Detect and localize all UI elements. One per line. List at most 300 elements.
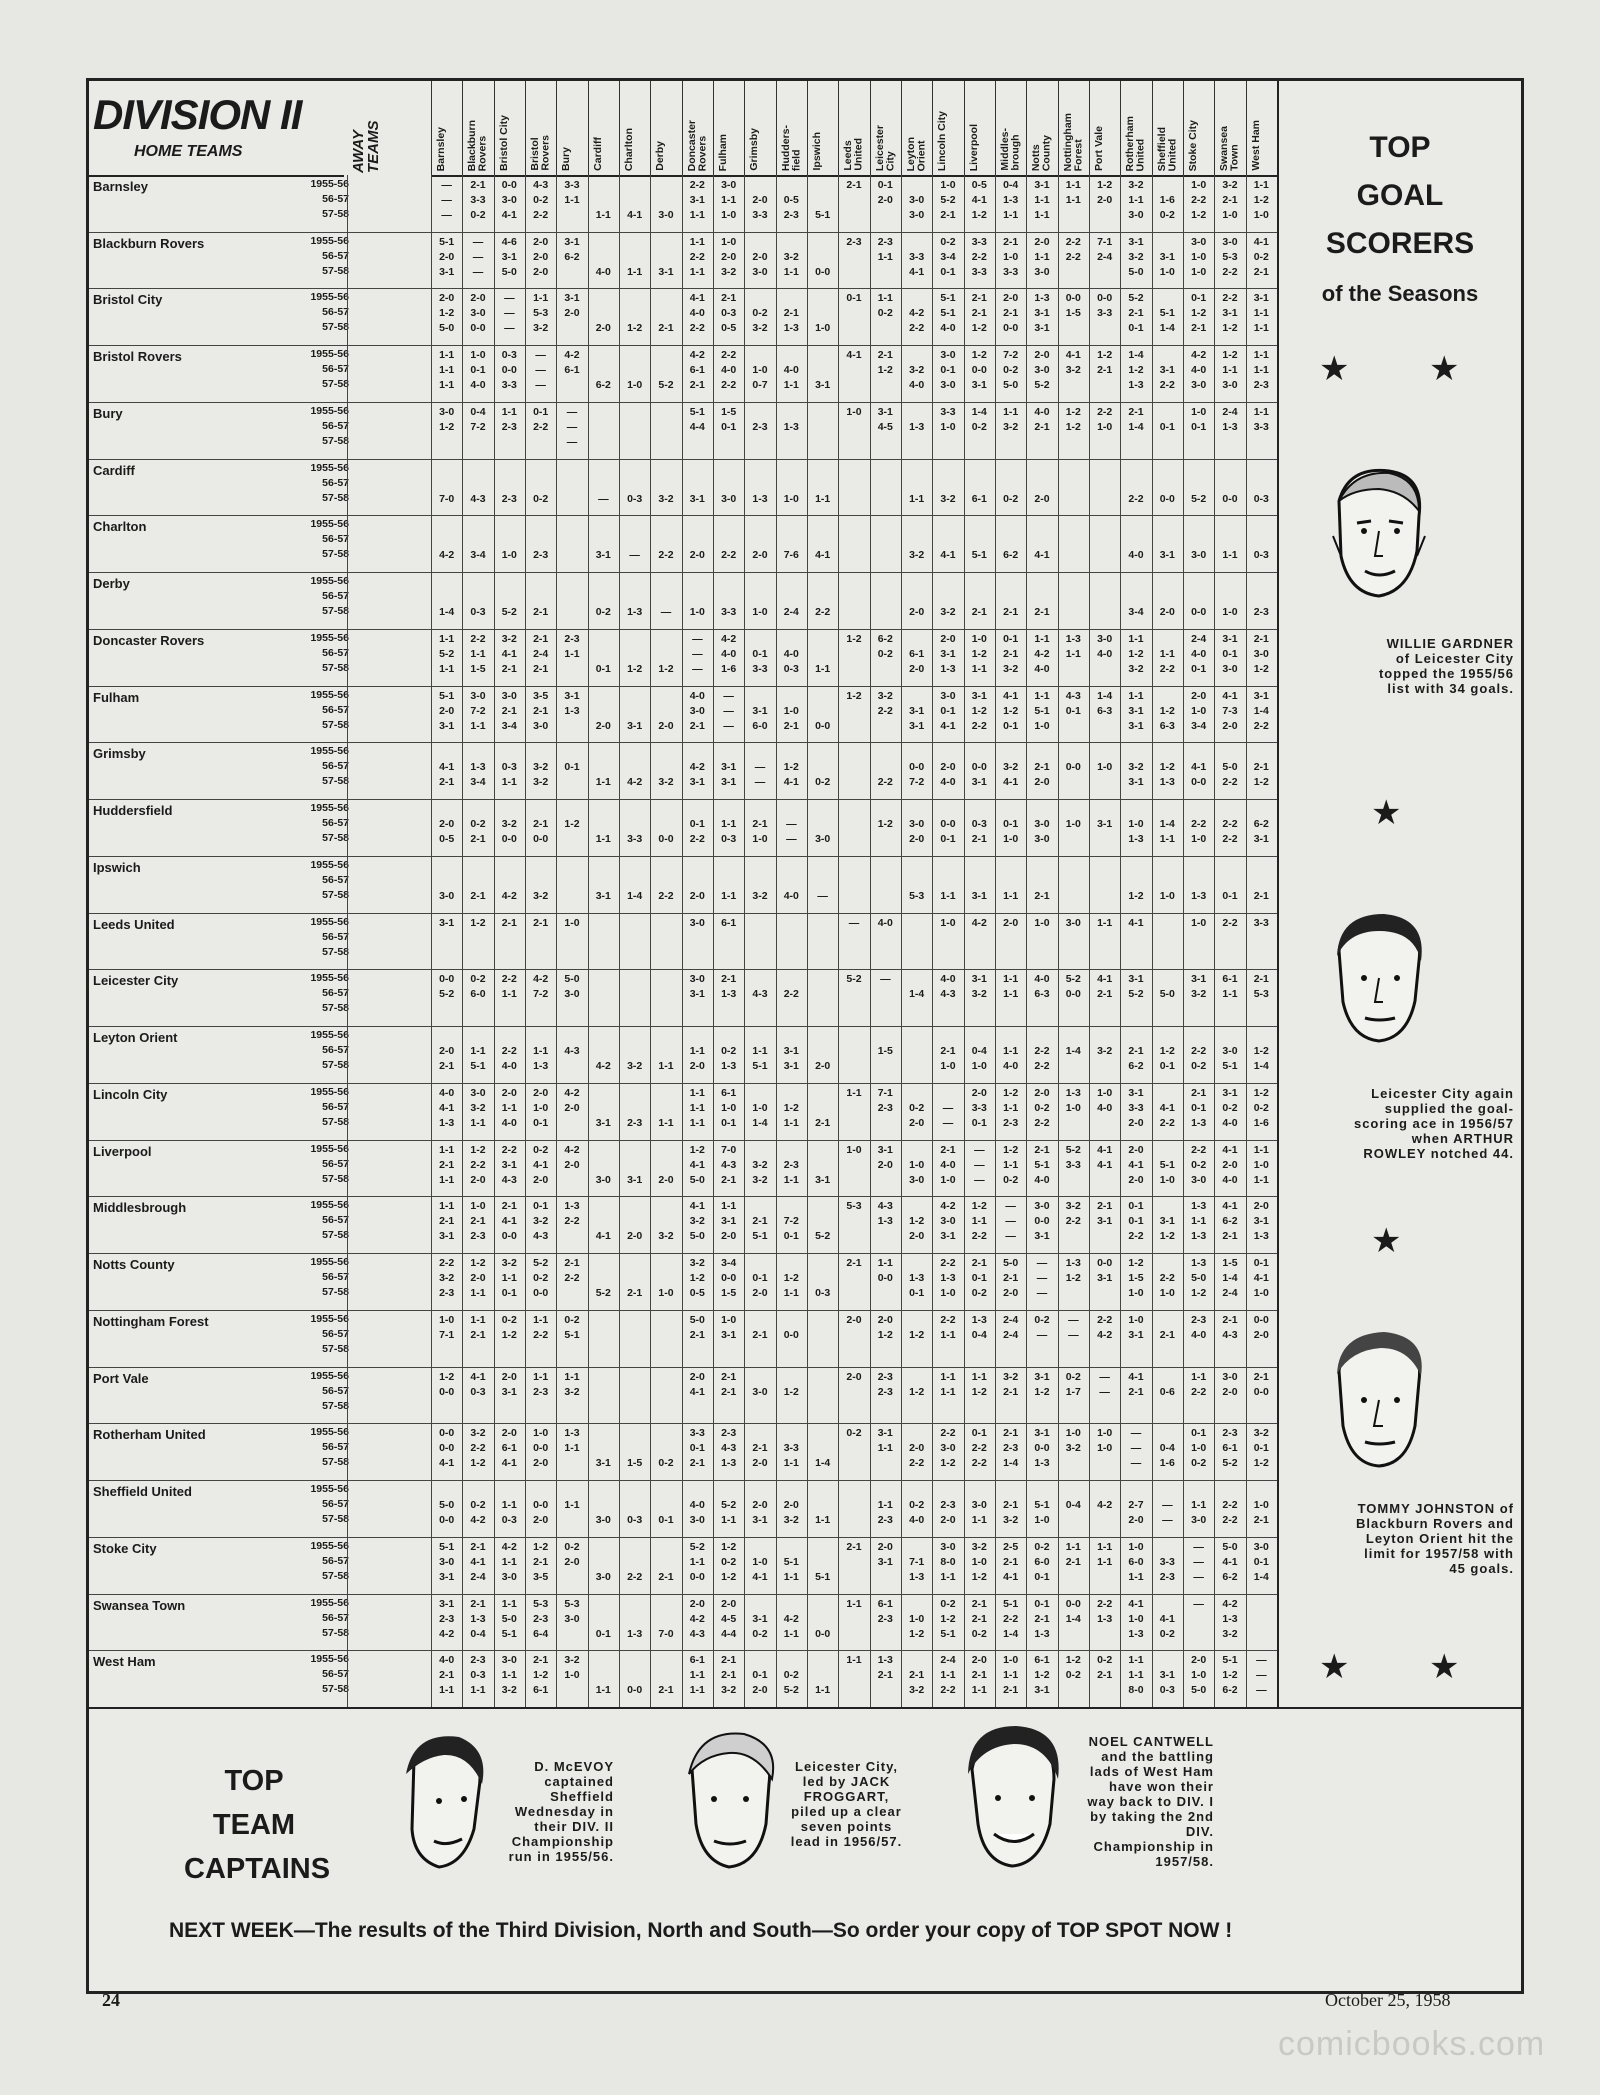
score: [1089, 719, 1120, 734]
result-cell: [431, 1426, 462, 1471]
result-cell: [964, 1483, 995, 1528]
score: 1-2: [909, 1215, 925, 1228]
score: 1-1: [721, 889, 737, 902]
score: 3-2: [1128, 662, 1144, 675]
result-cell: [525, 745, 556, 790]
score: 2-1: [1253, 632, 1269, 645]
result-cell: [964, 575, 995, 620]
score: [462, 477, 493, 492]
score: —: [472, 265, 484, 278]
score: 1-1: [1253, 179, 1269, 191]
result-cell: [964, 462, 995, 507]
score: [1152, 1400, 1183, 1415]
tommy-johnston-portrait: [1319, 1326, 1439, 1481]
score: [870, 832, 901, 847]
score: [650, 420, 681, 435]
score: —: [566, 435, 578, 448]
result-cell: [588, 291, 619, 336]
season-label: 1955-56: [310, 575, 349, 588]
result-cell: [744, 1653, 775, 1698]
score: 2-2: [1222, 916, 1238, 929]
score: 1-2: [1222, 1669, 1238, 1682]
result-cell: [650, 1029, 681, 1074]
score: [525, 435, 556, 450]
result-cell: [1120, 1597, 1151, 1642]
score: 5-0: [501, 265, 517, 278]
result-cell: [431, 1540, 462, 1585]
score: 1-2: [1253, 194, 1269, 206]
score: [964, 1002, 995, 1017]
score: [838, 1059, 869, 1074]
score: [713, 533, 744, 548]
score: 3-0: [1191, 549, 1207, 562]
score: 2-0: [439, 1045, 455, 1058]
score: 2-1: [1253, 973, 1269, 986]
score: [556, 946, 587, 961]
result-cell: [1183, 235, 1214, 280]
score: 1-1: [1065, 647, 1081, 660]
score: [1120, 1343, 1151, 1358]
result-cell: [838, 1313, 869, 1358]
score: 1-1: [877, 1257, 893, 1270]
result-cell: [870, 689, 901, 734]
score: [1246, 533, 1277, 548]
table-row: [89, 969, 1277, 1027]
result-cell: [744, 291, 775, 336]
score: 2-1: [909, 1669, 925, 1682]
column-divider: [1152, 175, 1153, 1707]
result-cell: [1183, 1029, 1214, 1074]
season-labels: [269, 234, 349, 279]
season-label: 57-58: [322, 1626, 349, 1639]
result-cell: [995, 1653, 1026, 1698]
score: 1-2: [721, 1570, 737, 1583]
result-cell: [682, 689, 713, 734]
score: [682, 1400, 713, 1415]
score: [744, 235, 775, 250]
score: [838, 775, 869, 790]
score: 4-0: [940, 776, 956, 789]
result-cell: [995, 291, 1026, 336]
score: 3-5: [533, 689, 549, 702]
result-cell: [525, 1426, 556, 1471]
score: [713, 590, 744, 605]
result-cell: [901, 518, 932, 563]
season-labels: [269, 1369, 349, 1414]
score: [619, 1483, 650, 1498]
score: [807, 1158, 838, 1173]
score: [431, 590, 462, 605]
score: 4-1: [439, 1457, 455, 1470]
score: —: [504, 322, 515, 335]
score: [619, 1441, 650, 1456]
result-cell: [713, 518, 744, 563]
score: 2-1: [940, 209, 956, 221]
score: [431, 1002, 462, 1017]
score: [1058, 1400, 1089, 1415]
score: [1026, 590, 1057, 605]
column-header-label: Ipswich: [811, 132, 823, 171]
score: 5-2: [1128, 988, 1144, 1001]
season-label: 56-57: [322, 419, 349, 432]
score: 6-2: [595, 379, 611, 392]
score: 3-1: [877, 1555, 893, 1568]
score: [619, 1370, 650, 1385]
result-cell: [650, 859, 681, 904]
result-cell: [431, 235, 462, 280]
table-row: [89, 515, 1277, 573]
score: [556, 492, 587, 507]
score: [1120, 435, 1151, 450]
score: 2-0: [533, 1173, 549, 1186]
score: [494, 874, 525, 889]
result-cell: [1152, 1086, 1183, 1131]
result-cell: [776, 291, 807, 336]
score: 1-0: [501, 549, 517, 562]
score: 4-1: [940, 719, 956, 732]
score: 1-7: [1065, 1385, 1081, 1398]
result-cell: [1026, 575, 1057, 620]
score: [1026, 462, 1057, 477]
result-cell: [1026, 1597, 1057, 1642]
result-cell: [588, 1426, 619, 1471]
score: [1246, 518, 1277, 533]
score: [1026, 518, 1057, 533]
score: 2-1: [1003, 235, 1019, 248]
score: [838, 363, 869, 378]
score: 2-0: [909, 1442, 925, 1455]
score: [838, 1456, 869, 1471]
column-header-label: Leyton Orient: [905, 136, 928, 171]
column-divider: [964, 175, 965, 1707]
score: 4-1: [501, 209, 517, 221]
score: [901, 462, 932, 477]
score: [807, 817, 838, 832]
score: [744, 1343, 775, 1358]
score: [713, 435, 744, 450]
result-cell: [1026, 1483, 1057, 1528]
score: [556, 1173, 587, 1188]
result-cell: [1089, 1086, 1120, 1131]
score: [650, 1483, 681, 1498]
score: 0-2: [940, 235, 956, 248]
score: [838, 1286, 869, 1301]
score: 0-2: [1191, 1060, 1207, 1073]
result-cell: [713, 575, 744, 620]
score: 0-2: [1065, 1370, 1081, 1383]
score: 2-1: [1097, 364, 1113, 377]
score: 2-1: [940, 1045, 956, 1058]
score: 3-0: [595, 1570, 611, 1583]
score: 3-0: [501, 1654, 517, 1667]
score: [619, 1143, 650, 1158]
star-icon: ★: [1319, 350, 1350, 388]
column-header-label: Rotherham United: [1124, 115, 1147, 171]
season-label: 56-57: [322, 363, 349, 376]
result-cell: [588, 1540, 619, 1585]
column-header: [431, 81, 463, 175]
result-cell: [494, 462, 525, 507]
score: 3-2: [752, 322, 768, 335]
score: 1-0: [1253, 209, 1269, 221]
score: 0-2: [1097, 1654, 1113, 1667]
score: 1-1: [595, 1684, 611, 1697]
star-icon: ★: [1429, 350, 1460, 388]
result-cell: [776, 689, 807, 734]
result-cell: [1152, 972, 1183, 1017]
result-cell: [462, 916, 493, 961]
column-header: [650, 81, 682, 175]
result-cell: [964, 1426, 995, 1471]
score: [995, 462, 1026, 477]
score: 1-1: [1003, 1669, 1019, 1682]
score: [1214, 533, 1245, 548]
score: —: [692, 632, 703, 645]
score: [807, 745, 838, 760]
score: [776, 348, 807, 363]
score: 1-2: [877, 364, 893, 377]
score: 1-3: [470, 761, 486, 774]
score: 4-0: [470, 379, 486, 392]
column-header-label: Swansea Town: [1218, 126, 1241, 171]
score: [588, 916, 619, 931]
score: 3-1: [1097, 1272, 1113, 1285]
score: 3-3: [909, 250, 925, 263]
score: 2-0: [846, 1370, 862, 1383]
score: 1-0: [721, 1101, 737, 1114]
score: [807, 1271, 838, 1286]
score: 0-2: [752, 1627, 768, 1640]
score: [901, 291, 932, 306]
score: 4-0: [940, 322, 956, 335]
score: [744, 405, 775, 420]
score: 1-2: [1253, 1045, 1269, 1058]
score: 5-1: [940, 292, 956, 305]
score: 2-1: [1003, 1385, 1019, 1398]
result-cell: [1183, 1143, 1214, 1188]
score: [1089, 1627, 1120, 1642]
score: [838, 462, 869, 477]
score: [744, 1370, 775, 1385]
score: 4-0: [439, 1086, 455, 1099]
score: 3-2: [1065, 1442, 1081, 1455]
score: 0-2: [1222, 1101, 1238, 1114]
score: 3-1: [752, 1612, 768, 1625]
home-team-name: Leyton Orient: [93, 1030, 178, 1046]
score: [588, 1143, 619, 1158]
score: 0-0: [815, 1627, 831, 1640]
score: [776, 874, 807, 889]
score: [556, 1483, 587, 1498]
result-cell: [807, 632, 838, 677]
score: 3-3: [1065, 1158, 1081, 1171]
score: —: [535, 364, 546, 377]
result-cell: [682, 235, 713, 280]
season-label: 57-58: [322, 945, 349, 958]
score: 4-2: [1097, 1328, 1113, 1341]
score: [838, 946, 869, 961]
score: 0-2: [1253, 1101, 1269, 1114]
score: [995, 533, 1026, 548]
score: 3-0: [940, 379, 956, 392]
score: [619, 916, 650, 931]
score: [807, 1612, 838, 1627]
result-cell: [556, 632, 587, 677]
result-cell: [1058, 178, 1089, 223]
score: 3-1: [877, 1143, 893, 1156]
score: 1-1: [877, 292, 893, 305]
score: [682, 1029, 713, 1044]
score: 5-0: [1222, 761, 1238, 774]
score: [650, 760, 681, 775]
score: 2-3: [783, 1158, 799, 1171]
score: [588, 1328, 619, 1343]
score: [431, 802, 462, 817]
result-cell: [901, 689, 932, 734]
score: —: [1036, 1287, 1048, 1300]
result-cell: [807, 916, 838, 961]
table-row: [89, 742, 1277, 800]
score: —: [472, 235, 484, 248]
score: —: [1193, 1555, 1204, 1568]
score: [807, 1101, 838, 1116]
score: [1026, 931, 1057, 946]
score: 2-0: [752, 1287, 768, 1300]
score: —: [1130, 1442, 1142, 1455]
season-labels: [269, 1255, 349, 1300]
score: 0-0: [501, 833, 517, 846]
score: 1-4: [815, 1457, 831, 1470]
result-cell: [807, 802, 838, 847]
score: 2-2: [501, 1045, 517, 1058]
score: 7-2: [533, 988, 549, 1001]
score: 1-2: [1191, 1287, 1207, 1300]
score: 1-2: [721, 1540, 737, 1553]
season-labels: [269, 404, 349, 449]
score: [995, 745, 1026, 760]
score: 2-1: [971, 1597, 987, 1610]
score: [964, 1400, 995, 1415]
result-cell: [650, 291, 681, 336]
home-team-name: West Ham: [93, 1654, 156, 1670]
result-cell: [1120, 972, 1151, 1017]
score: 0-1: [940, 833, 956, 846]
score: 2-0: [1191, 689, 1207, 702]
score: 2-3: [470, 1230, 486, 1243]
score: 2-0: [439, 292, 455, 305]
score: [1058, 1229, 1089, 1244]
result-cell: [556, 178, 587, 223]
result-cell: [1246, 972, 1277, 1017]
result-cell: [776, 1483, 807, 1528]
result-cell: [682, 1426, 713, 1471]
home-team-name: Doncaster Rovers: [93, 632, 205, 648]
score: [588, 1653, 619, 1668]
score: 4-2: [1191, 349, 1207, 362]
score: [1152, 689, 1183, 704]
score: —: [754, 776, 766, 789]
score: [901, 972, 932, 987]
result-cell: [1152, 1029, 1183, 1074]
score: [619, 420, 650, 435]
score: [901, 1400, 932, 1415]
score: 4-2: [1034, 647, 1050, 660]
result-cell: [1183, 1597, 1214, 1642]
column-divider: [619, 175, 620, 1707]
score: 1-2: [1097, 349, 1113, 362]
score: [838, 378, 869, 393]
result-cell: [1058, 518, 1089, 563]
result-cell: [588, 518, 619, 563]
result-cell: [650, 178, 681, 223]
score: 1-3: [909, 1570, 925, 1583]
score: [964, 874, 995, 889]
result-cell: [1246, 1370, 1277, 1415]
score: [588, 1101, 619, 1116]
score: 1-0: [1253, 1158, 1269, 1171]
result-cell: [494, 291, 525, 336]
score: [838, 1400, 869, 1415]
score: 0-4: [470, 1627, 486, 1640]
score: [588, 1668, 619, 1683]
score: [838, 193, 869, 208]
result-cell: [1120, 1483, 1151, 1528]
score: 6-1: [689, 1654, 705, 1667]
result-cell: [1120, 1086, 1151, 1131]
score: 4-3: [533, 179, 549, 191]
score: 1-0: [627, 379, 643, 392]
score: [682, 1002, 713, 1017]
score: 3-3: [564, 179, 580, 191]
home-team-name: Blackburn Rovers: [93, 235, 205, 251]
result-cell: [776, 1426, 807, 1471]
result-cell: [525, 575, 556, 620]
score: [1058, 832, 1089, 847]
season-labels: [269, 1028, 349, 1073]
result-cell: [682, 291, 713, 336]
season-label: 1955-56: [310, 348, 349, 361]
result-cell: [870, 1199, 901, 1244]
result-cell: [1183, 462, 1214, 507]
score: 5-0: [1159, 988, 1175, 1001]
result-cell: [462, 632, 493, 677]
result-cell: [1120, 745, 1151, 790]
result-cell: [1152, 745, 1183, 790]
score: 3-2: [658, 776, 674, 789]
result-cell: [556, 575, 587, 620]
score: [556, 208, 587, 223]
result-cell: [1026, 1426, 1057, 1471]
score: 1-1: [1253, 307, 1269, 320]
result-cell: [1214, 1426, 1245, 1471]
score: 1-2: [1097, 179, 1113, 191]
score: 2-2: [721, 549, 737, 562]
score: [588, 1612, 619, 1627]
score: 2-1: [1253, 265, 1269, 278]
result-cell: [1026, 1540, 1057, 1585]
score: 3-1: [1034, 179, 1050, 191]
score: 2-0: [971, 1654, 987, 1667]
result-cell: [932, 235, 963, 280]
score: [1089, 575, 1120, 590]
score: 5-2: [1065, 973, 1081, 986]
score: [776, 1426, 807, 1441]
score: 2-1: [877, 1669, 893, 1682]
score: 2-2: [627, 1570, 643, 1583]
score: 3-0: [752, 265, 768, 278]
result-cell: [1246, 462, 1277, 507]
score: 4-2: [689, 349, 705, 362]
